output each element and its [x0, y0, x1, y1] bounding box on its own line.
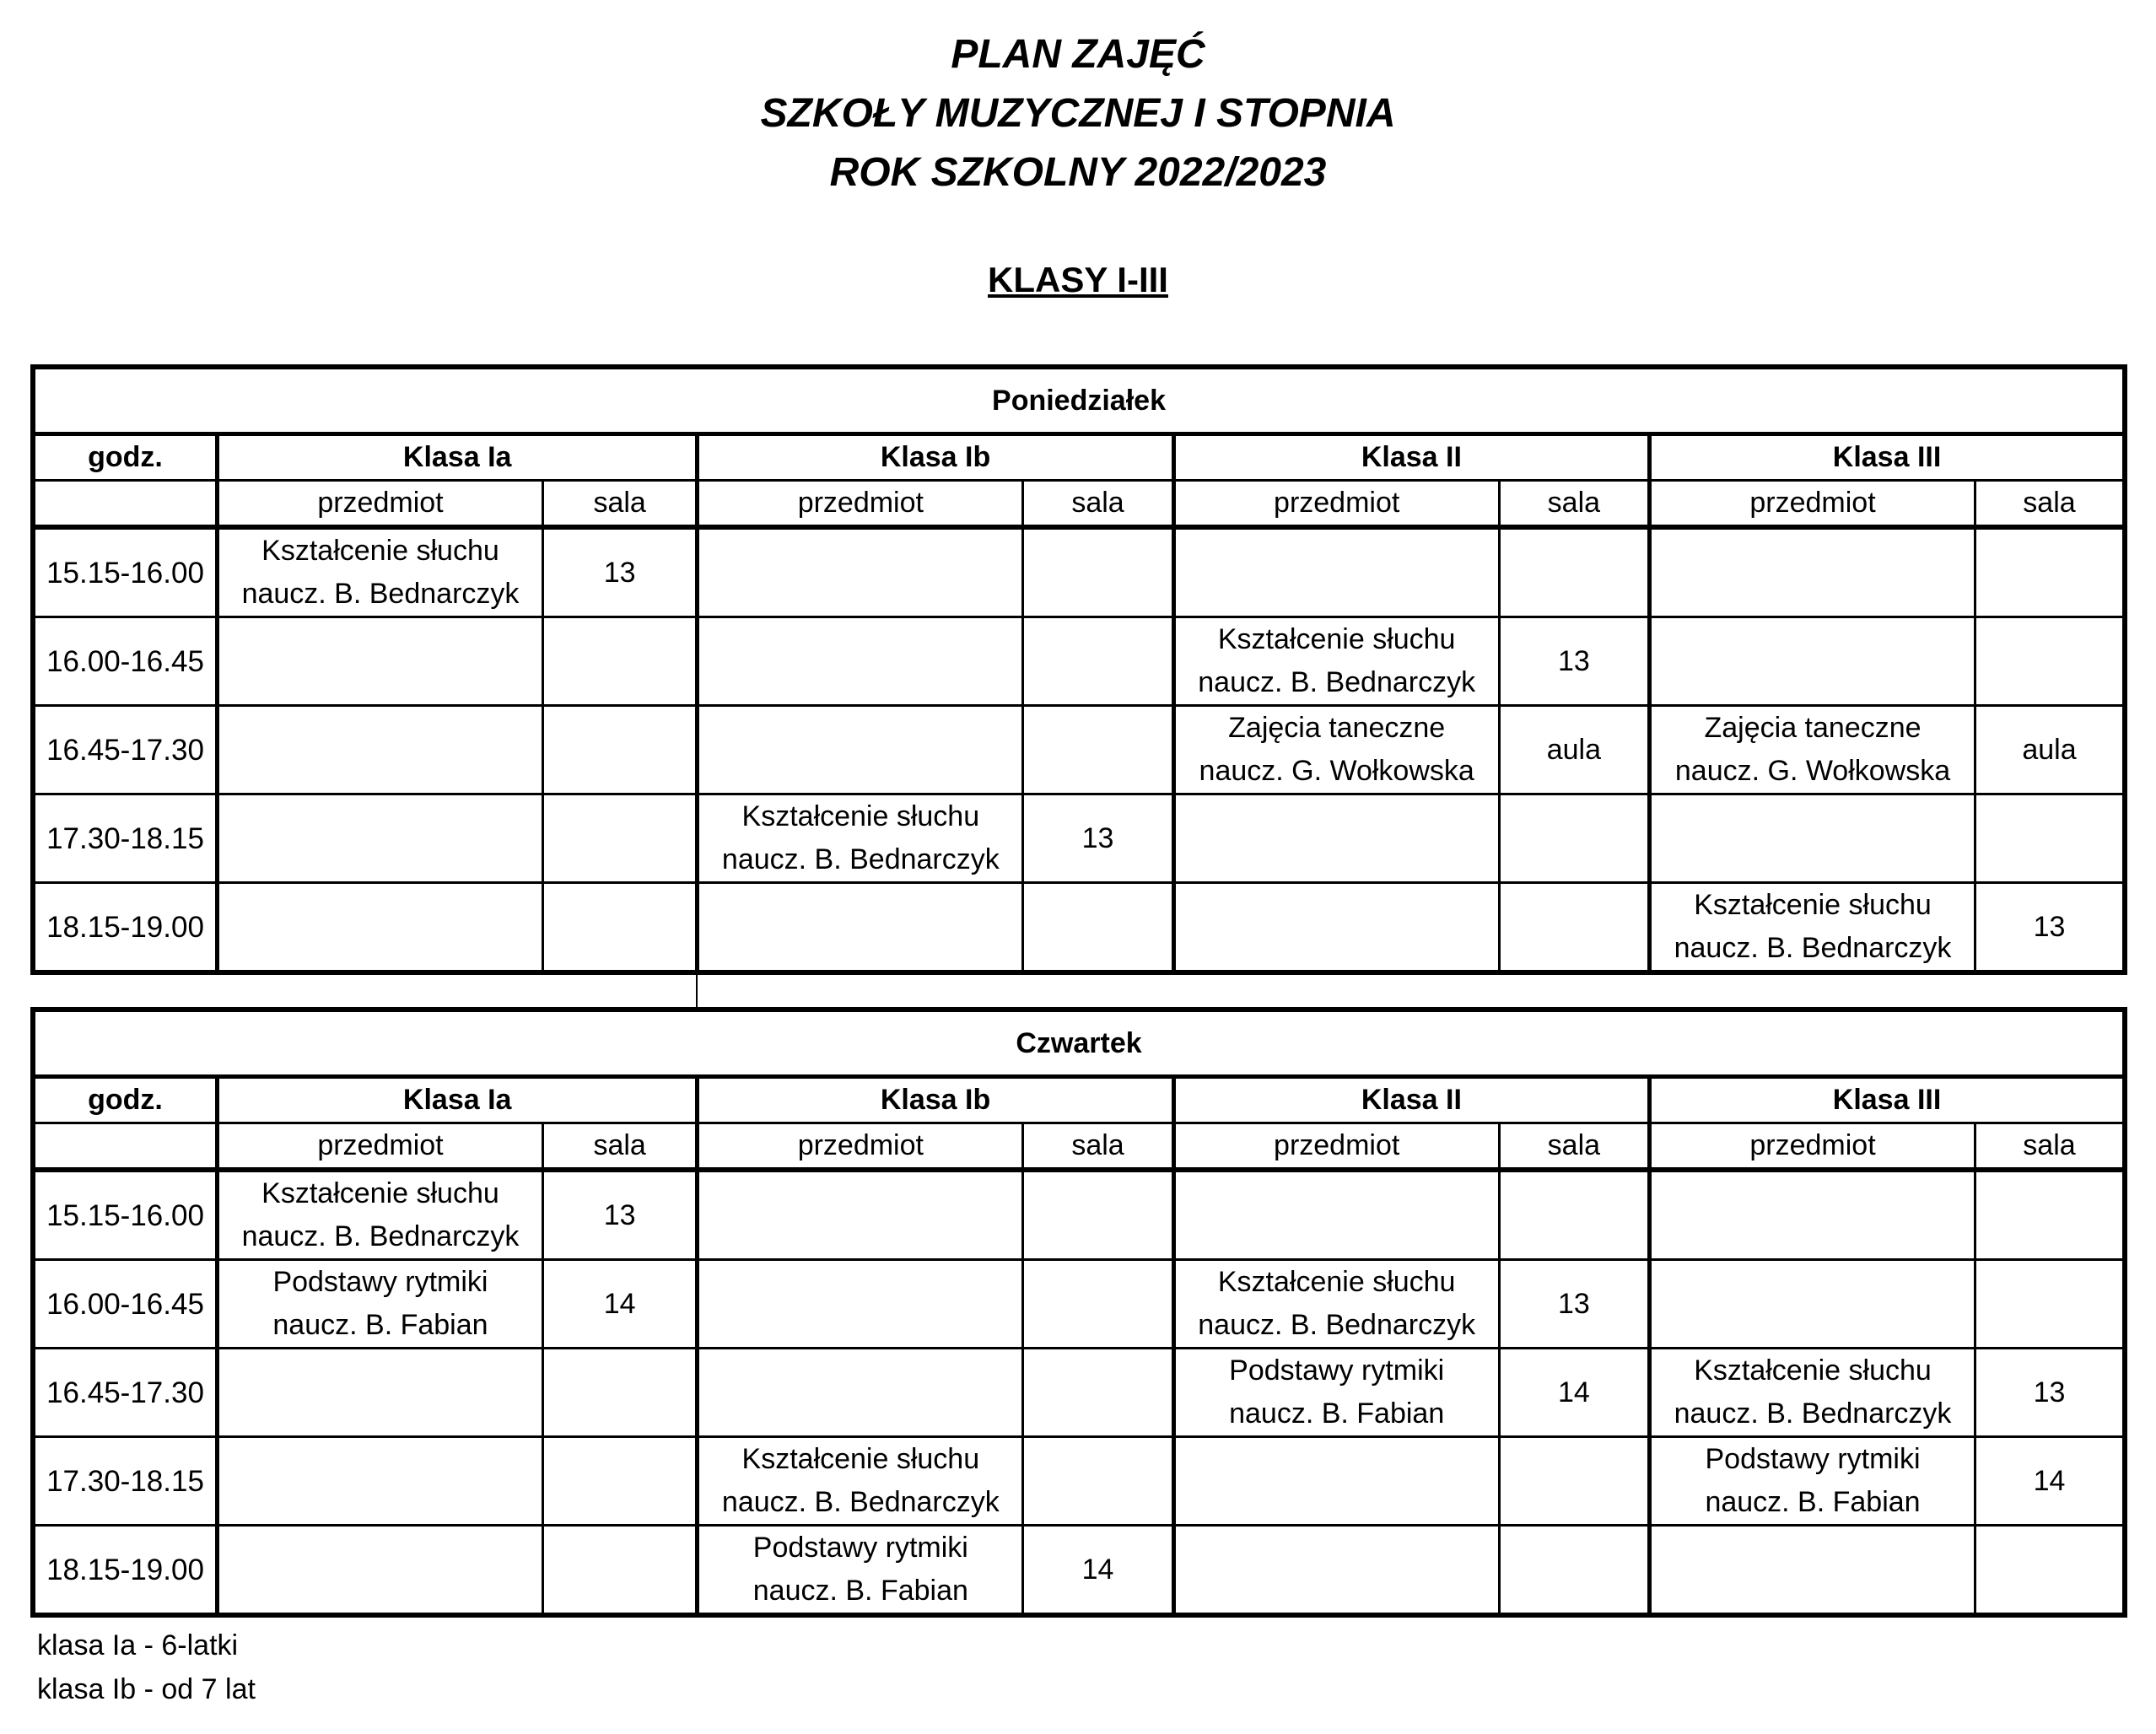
document-subtitle: KLASY I-III [988, 260, 1168, 299]
lesson-room: 13 [1975, 883, 2125, 973]
lesson-cell [1650, 706, 1975, 794]
lesson-teacher: naucz. B. Bednarczyk [1674, 932, 1952, 964]
class-header: Klasa Ia [218, 434, 698, 481]
schedule-row [33, 617, 2125, 706]
lesson-cell [1650, 1349, 1975, 1437]
class-header: Klasa II [1173, 1077, 1649, 1123]
lesson-room: 14 [1499, 1349, 1649, 1437]
lesson-teacher: naucz. B. Bednarczyk [721, 843, 1000, 875]
lesson-cell [1173, 883, 1499, 973]
subject-column-header: przedmiot [1650, 481, 1975, 528]
footnote-class-ib: klasa Ib - od 7 lat [37, 1673, 256, 1705]
lesson-cell [698, 1260, 1023, 1349]
lesson-cell [698, 1170, 1023, 1260]
subject-column-header: przedmiot [1650, 1123, 1975, 1171]
table-connector-line [696, 961, 698, 1009]
time-slot: 15.15-16.00 [33, 527, 218, 617]
lesson-cell [1173, 1437, 1499, 1526]
lesson-subject: Kształcenie słuchu [1694, 1354, 1932, 1387]
document-title-line-1: PLAN ZAJĘĆ [951, 32, 1205, 77]
lesson-cell [1650, 1170, 1975, 1260]
schedule-row [33, 706, 2125, 794]
lesson-cell [1650, 883, 1975, 973]
lesson-cell [1650, 1437, 1975, 1526]
subject-column-header: przedmiot [1173, 1123, 1499, 1171]
lesson-room [1975, 1526, 2125, 1616]
subject-column-header: przedmiot [218, 481, 543, 528]
lesson-subject: Kształcenie słuchu [1694, 889, 1932, 921]
lesson-cell [698, 527, 1023, 617]
lesson-room: 13 [542, 527, 697, 617]
room-column-header: sala [1499, 481, 1649, 528]
lesson-cell [218, 794, 543, 883]
lesson-room [1975, 1170, 2125, 1260]
day-name-header: Poniedziałek [33, 367, 2125, 434]
lesson-room [1023, 1349, 1173, 1437]
time-slot: 16.00-16.45 [33, 617, 218, 706]
class-header: Klasa Ia [218, 1077, 698, 1123]
lesson-cell [698, 617, 1023, 706]
lesson-room [1499, 527, 1649, 617]
lesson-teacher: naucz. B. Fabian [752, 1575, 968, 1607]
lesson-subject: Zajęcia taneczne [1704, 712, 1922, 744]
lesson-cell [218, 883, 543, 973]
lesson-teacher: naucz. G. Wołkowska [1199, 755, 1474, 787]
lesson-room [1499, 1170, 1649, 1260]
schedule-row [33, 1260, 2125, 1349]
document-title-line-3: ROK SZKOLNY 2022/2023 [829, 150, 1327, 195]
schedule-row [33, 1526, 2125, 1616]
subject-column-header: przedmiot [698, 481, 1023, 528]
lesson-cell [1173, 527, 1499, 617]
room-column-header: sala [542, 1123, 697, 1171]
schedule-row [33, 527, 2125, 617]
lesson-room: 13 [1023, 794, 1173, 883]
lesson-teacher: naucz. B. Bednarczyk [1198, 1309, 1476, 1341]
lesson-cell [1173, 1260, 1499, 1349]
lesson-cell [1650, 1260, 1975, 1349]
time-slot: 16.45-17.30 [33, 706, 218, 794]
subject-column-header: przedmiot [698, 1123, 1023, 1171]
lesson-cell [218, 706, 543, 794]
room-column-header: sala [1499, 1123, 1649, 1171]
lesson-room: 13 [1975, 1349, 2125, 1437]
lesson-subject: Kształcenie słuchu [261, 1177, 499, 1209]
lesson-teacher: naucz. B. Bednarczyk [1674, 1397, 1952, 1430]
class-header: Klasa Ib [698, 434, 1173, 481]
lesson-cell [218, 1349, 543, 1437]
lesson-room [542, 1437, 697, 1526]
lesson-teacher: naucz. B. Bednarczyk [241, 578, 520, 610]
time-slot: 15.15-16.00 [33, 1170, 218, 1260]
schedule-row [33, 1170, 2125, 1260]
lesson-room [1023, 706, 1173, 794]
class-header: Klasa II [1173, 434, 1649, 481]
schedule-table-monday [30, 364, 2127, 975]
lesson-subject: Kształcenie słuchu [1217, 623, 1456, 655]
lesson-cell [1173, 617, 1499, 706]
class-header: Klasa III [1650, 434, 2125, 481]
time-subheader-empty [33, 1123, 218, 1171]
class-header: Klasa III [1650, 1077, 2125, 1123]
room-column-header: sala [542, 481, 697, 528]
lesson-cell [218, 527, 543, 617]
lesson-room [1499, 883, 1649, 973]
lesson-cell [1173, 1526, 1499, 1616]
schedule-row [33, 1437, 2125, 1526]
lesson-subject: Kształcenie słuchu [741, 800, 980, 832]
lesson-cell [698, 706, 1023, 794]
lesson-room [1975, 794, 2125, 883]
day-name-header: Czwartek [33, 1010, 2125, 1077]
time-subheader-empty [33, 481, 218, 528]
lesson-cell [698, 794, 1023, 883]
lesson-room [1975, 527, 2125, 617]
lesson-room [1975, 617, 2125, 706]
lesson-room [1499, 794, 1649, 883]
lesson-cell [218, 617, 543, 706]
lesson-cell [698, 1526, 1023, 1616]
document-title-line-2: SZKOŁY MUZYCZNEJ I STOPNIA [760, 91, 1396, 136]
lesson-cell [218, 1260, 543, 1349]
lesson-cell [1173, 794, 1499, 883]
lesson-room [1499, 1526, 1649, 1616]
lesson-cell [698, 1437, 1023, 1526]
time-slot: 17.30-18.15 [33, 1437, 218, 1526]
lesson-cell [1650, 527, 1975, 617]
time-slot: 17.30-18.15 [33, 794, 218, 883]
lesson-subject: Podstawy rytmiki [1229, 1354, 1445, 1387]
lesson-cell [218, 1170, 543, 1260]
schedule-row [33, 1349, 2125, 1437]
room-column-header: sala [1975, 481, 2125, 528]
lesson-room [1023, 1260, 1173, 1349]
room-column-header: sala [1023, 481, 1173, 528]
lesson-cell [218, 1526, 543, 1616]
time-slot: 18.15-19.00 [33, 1526, 218, 1616]
lesson-cell [698, 1349, 1023, 1437]
lesson-teacher: naucz. B. Bednarczyk [1198, 666, 1476, 698]
lesson-room: 14 [542, 1260, 697, 1349]
lesson-cell [1173, 706, 1499, 794]
lesson-subject: Podstawy rytmiki [272, 1266, 488, 1298]
footnotes [37, 1624, 256, 1711]
time-slot: 16.00-16.45 [33, 1260, 218, 1349]
room-column-header: sala [1975, 1123, 2125, 1171]
lesson-teacher: naucz. B. Bednarczyk [241, 1220, 520, 1252]
lesson-room: 14 [1023, 1526, 1173, 1616]
lesson-subject: Podstawy rytmiki [1705, 1443, 1921, 1475]
lesson-room [1023, 527, 1173, 617]
lesson-subject: Kształcenie słuchu [1217, 1266, 1456, 1298]
lesson-room: aula [1975, 706, 2125, 794]
lesson-room [1023, 1437, 1173, 1526]
lesson-room: 14 [1975, 1437, 2125, 1526]
document-header [0, 25, 2156, 202]
lesson-room: 13 [542, 1170, 697, 1260]
lesson-cell [1650, 794, 1975, 883]
lesson-room: 13 [1499, 617, 1649, 706]
lesson-room [542, 1349, 697, 1437]
lesson-room [1499, 1437, 1649, 1526]
lesson-cell [1173, 1349, 1499, 1437]
lesson-room [542, 883, 697, 973]
lesson-cell [1173, 1170, 1499, 1260]
lesson-teacher: naucz. B. Fabian [1229, 1397, 1445, 1430]
time-slot: 16.45-17.30 [33, 1349, 218, 1437]
lesson-room: 13 [1499, 1260, 1649, 1349]
lesson-room [542, 706, 697, 794]
lesson-subject: Kształcenie słuchu [261, 535, 499, 567]
lesson-room [1023, 617, 1173, 706]
lesson-room [1975, 1260, 2125, 1349]
schedule-row [33, 794, 2125, 883]
lesson-subject: Podstawy rytmiki [752, 1532, 968, 1564]
lesson-teacher: naucz. B. Bednarczyk [721, 1486, 1000, 1518]
lesson-room [542, 617, 697, 706]
room-column-header: sala [1023, 1123, 1173, 1171]
lesson-room: aula [1499, 706, 1649, 794]
time-slot: 18.15-19.00 [33, 883, 218, 973]
subject-column-header: przedmiot [218, 1123, 543, 1171]
schedule-row [33, 883, 2125, 973]
lesson-cell [1650, 1526, 1975, 1616]
lesson-subject: Kształcenie słuchu [741, 1443, 980, 1475]
lesson-teacher: naucz. B. Fabian [272, 1309, 488, 1341]
time-column-header: godz. [33, 434, 218, 481]
lesson-teacher: naucz. B. Fabian [1705, 1486, 1921, 1518]
footnote-class-ia: klasa Ia - 6-latki [37, 1629, 239, 1661]
lesson-room [542, 1526, 697, 1616]
lesson-room [1023, 883, 1173, 973]
time-column-header: godz. [33, 1077, 218, 1123]
schedule-table-thursday [30, 1007, 2127, 1618]
lesson-subject: Zajęcia taneczne [1228, 712, 1446, 744]
lesson-teacher: naucz. G. Wołkowska [1674, 755, 1951, 787]
subject-column-header: przedmiot [1173, 481, 1499, 528]
lesson-cell [1650, 617, 1975, 706]
lesson-cell [698, 883, 1023, 973]
lesson-room [542, 794, 697, 883]
lesson-cell [218, 1437, 543, 1526]
class-header: Klasa Ib [698, 1077, 1173, 1123]
lesson-room [1023, 1170, 1173, 1260]
